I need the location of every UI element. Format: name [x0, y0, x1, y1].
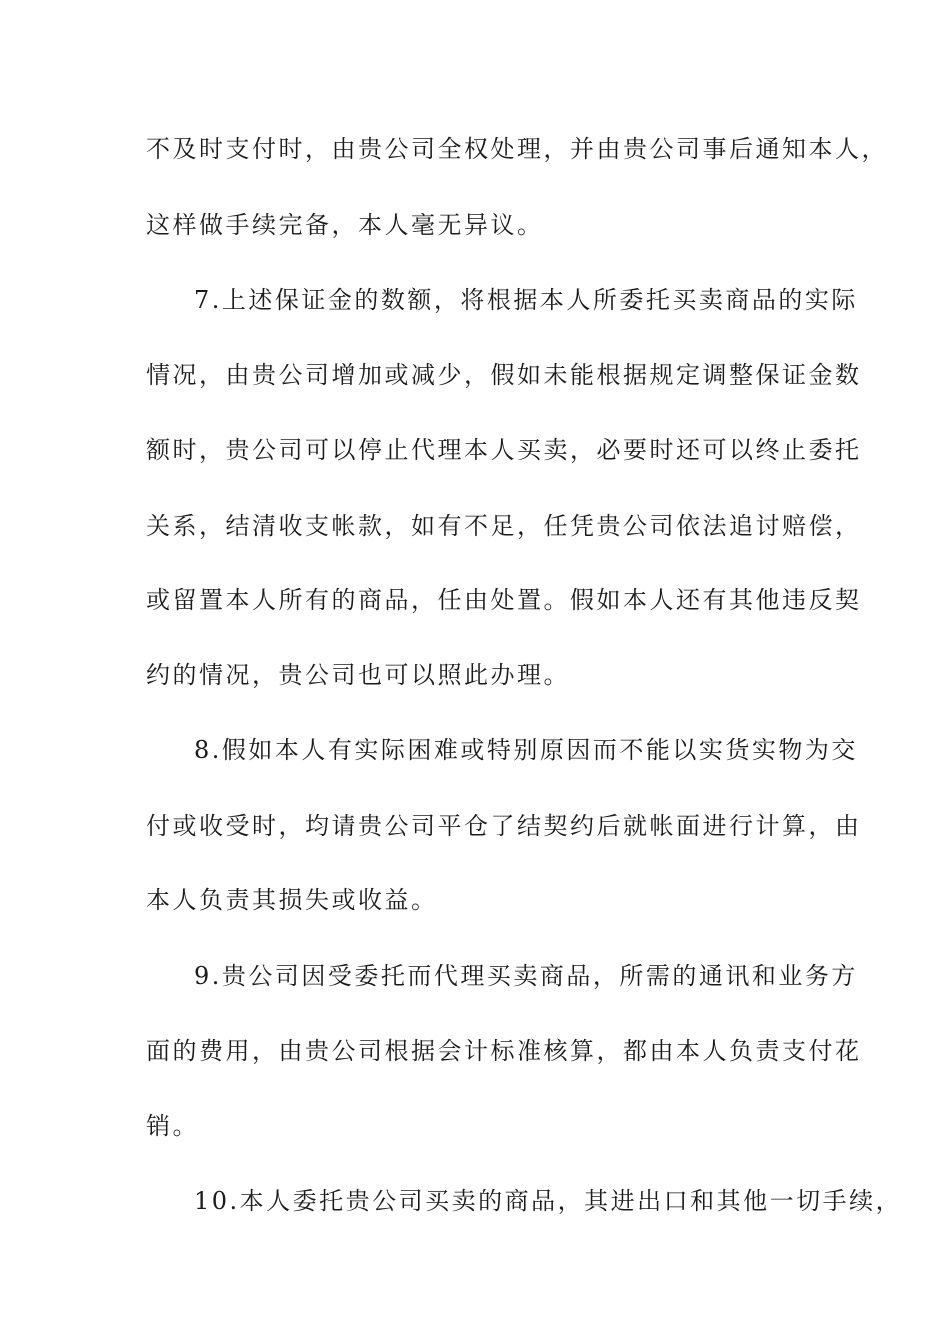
text-line: 付或收受时，均请贵公司平仓了结契约后就帐面进行计算，由 — [146, 812, 862, 840]
text-line: 情况，由贵公司增加或减少，假如未能根据规定调整保证金数 — [146, 361, 862, 389]
paragraph-7-start: 7.上述保证金的数额，将根据本人所委托买卖商品的实际 — [194, 286, 858, 314]
text-line: 约的情况，贵公司也可以照此办理。 — [146, 661, 570, 689]
text-line: 面的费用，由贵公司根据会计标准核算，都由本人负责支付花 — [146, 1037, 862, 1065]
text-line: 或留置本人所有的商品，任由处置。假如本人还有其他违反契 — [146, 586, 862, 614]
paragraph-10-start: 10.本人委托贵公司买卖的商品，其进出口和其他一切手续， — [194, 1187, 903, 1215]
text-line: 本人负责其损失或收益。 — [146, 886, 438, 914]
text-line: 关系，结清收支帐款，如有不足，任凭贵公司依法追讨赔偿， — [146, 512, 862, 540]
paragraph-8-start: 8.假如本人有实际困难或特别原因而不能以实货实物为交 — [194, 736, 858, 764]
text-line: 这样做手续完备，本人毫无异议。 — [146, 211, 544, 239]
text-line: 额时，贵公司可以停止代理本人买卖，必要时还可以终止委托 — [146, 436, 862, 464]
text-line: 不及时支付时，由贵公司全权处理，并由贵公司事后通知本人， — [146, 135, 888, 163]
text-line: 销。 — [146, 1112, 199, 1140]
paragraph-9-start: 9.贵公司因受委托而代理买卖商品，所需的通讯和业务方 — [194, 962, 858, 990]
